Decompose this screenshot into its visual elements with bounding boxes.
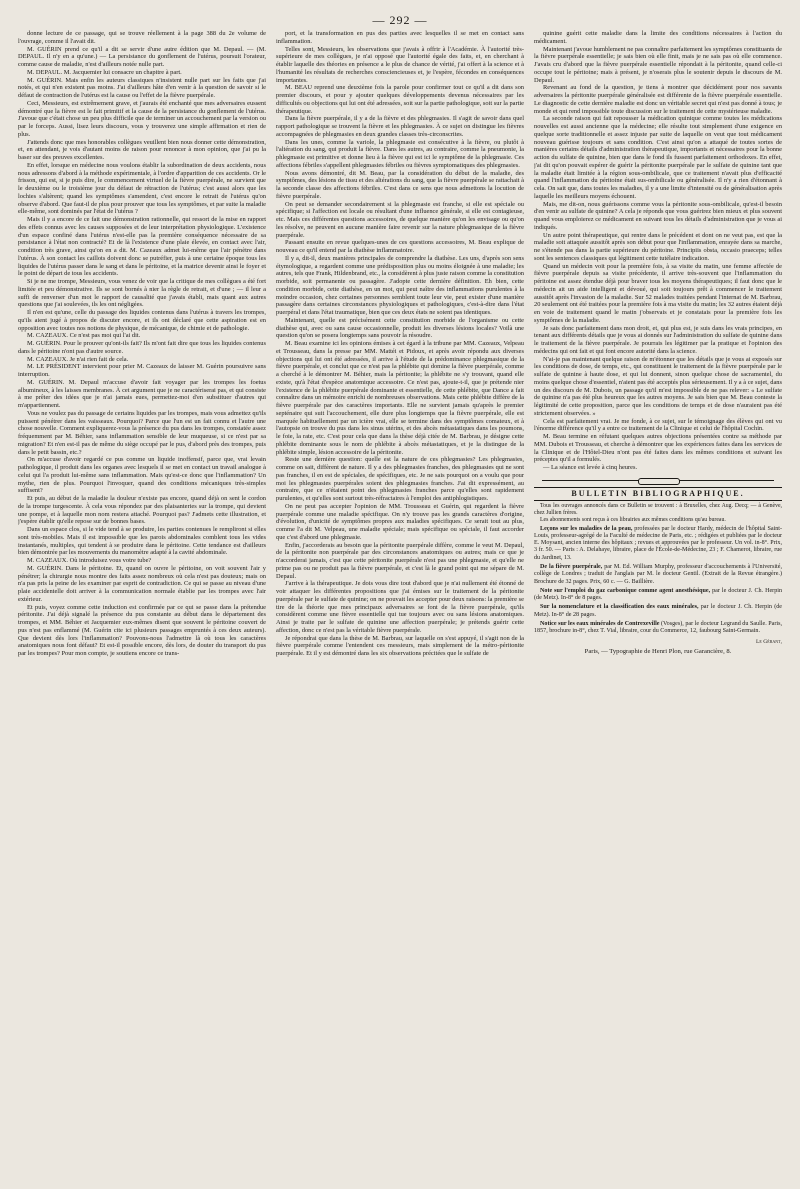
paragraph: Maintenant, quelle est précisément cette constitution morbide de l'organisme ou cette diathèse qui, avec ou sans cause occasionnelle, produit les diverses lésions locales? Voilà une question qu'on se posera longtemps sans pouvoir la résoudre. [276, 316, 524, 340]
paragraph: Maintenant j'avoue humblement ne pas connaître parfaitement les symptômes constituants de la fièvre puerpérale essentielle; je sais bien où elle finit, mais je ne sais pas où elle commence. J'avais cru d'abord que la fièvre puerpérale essentielle répondait à la péritonite, quand celle-ci occupe tout le péritoine; mais à présent, je n'oserais plus le soutenir depuis le discours de M. Depaul. [534, 45, 782, 84]
bibliography-entry-text: par le docteur J. Ch. Herpin (de Metz). In-8° de 28 pages. [534, 604, 782, 618]
paragraph: M. GUÉRIN. Dans le péritoine. Et, quand on ouvre le péritoine, on voit souvent l'air y pénétrer; la chirurgie nous montre des faits assez nombreux où cela n'est pas douteux; mais on n'a pas pris la peine de les examiner par esprit de contradiction. Ce qui se passe au niveau d'une plaie accidentelle doit arriver à la communication normale établie par les trompes avec l'air extérieur. [18, 564, 266, 603]
bibliography-entry [534, 621, 782, 636]
bibliography-entry [534, 604, 782, 619]
paragraph: M. GUÉRIN prend ce qu'il a dit se servir d'une autre édition que M. Depaul. — (M. DEPAUL. Il n'y en a qu'une.) — La persistance du gonflement de l'utérus, poursuit l'orateur, comme cause de maladie, n'est d'ailleurs notée nulle part. [18, 45, 266, 68]
paragraph: Mais, me dit-on, nous guérissons comme vous la péritonite sous-ombilicale, qu'est-il besoin d'en venir au sulfate de quinine? A cela je réponds que vous guérirez bien mieux et plus souvent quand vous emploierez ce médicament en suivant tous les détails d'administration que je vous ai indiqués. [534, 200, 782, 231]
bibliography-entry-text: par M. Ed. William Murphy, professeur d'accouchements à l'Université, collège de Londres ; traduit de l'anglais par M. le docteur Gentil. (Extrait de la Revue étrangère.) Brochure de 32 pages. Prix, 60 c. — G. Baillière. [534, 563, 782, 585]
bibliography-entry-title: Note sur l'emploi du gaz carbonique comme agent anesthésique, [540, 587, 711, 594]
bibliography-entry-text: professées par le docteur Hardy, médecin de l'hôpital Saint-Louis, professeur-agrégé de la Faculté de médecine de Paris, etc. ; rédigées et publiées par le docteur E. Moysant, ancien interne des hôpitaux ; revues et approuvées par le professeur. Un vol. in-8°. Prix, 3 fr. 50. — Paris : A. Delahaye, libraire, place de l'École-de-Médecine, 23 ; F. Chamerot, libraire, rue du Jardinet, 13. [534, 525, 782, 561]
paragraph: La seconde raison qui fait repousser la médication quinique comme toutes les médications nouvelles est aussi ancienne que la médecine; elle résulte tout simplement d'une exigence en quelque sorte traditionnelle et assez injuste par suite de laquelle on veut que tout médicament nouveau guérisse toujours et sans condition. C'est ainsi qu'on a attaqué de toutes sortes de manières certains détails d'administration thérapeutique, importants et nécessaires pour la bonne action du sulfate de quinine, bien que dans le fond ils fussent parfaitement orthodoxes. En effet, j'ai dit qu'on pouvait espérer de guérir la péritonite puerpérale par le sulfate de quinine tant que la maladie était limitée à la région sous-ombilicale, que ce traitement n'avait plus d'efficacité quand l'inflammation du péritoine était sus-ombilicale ou généralisée. Il n'y a rien d'étonnant à cela. On sait que, dans toutes les maladies, il y a une limite d'intensité ou de généralisation après laquelle les meilleurs moyens échouent. [534, 115, 782, 200]
bibliography-entry-text: par le docteur J. Ch. Herpin (de Metz). In-8° de 8 pages. [534, 587, 782, 602]
paragraph: Dans les unes, comme la variole, la phlegmasie est consécutive à la fièvre, ou plutôt à l'altération du sang, qui produit la fièvre. Dans les autres, au contraire, comme la pneumonie, la phlegmasie est primitive et donne lieu à la fièvre qui est ici le symptôme de la phlegmasie. Ces affections fébriles s'appellent phlegmasies fébriles ou fièvres symptomatiques des phlegmasies. [276, 138, 524, 169]
paragraph: N'ai-je pas maintenant quelque raison de m'étonner que les détails que je vous ai exposés sur les conditions de dose, de temps, etc., qui constituent le traitement de la fièvre puerpérale par le sulfate de quinine à haute dose, et qui lui donnent, sinon quelque chose de sacramentel, du moins quelque chose d'essentiel, n'aient pas été acceptés plus sérieusement. Il y a à ce sujet, dans un des discours de M. Dubois, un passage qu'il m'est impossible de ne pas relever: « Le sulfate de quinine n'a pas été plus heureux que les autres moyens. Je sais bien que M. Beau conteste la légitimité de cette proposition, parce que les conditions de temps et de dose n'auraient pas été strictement observées. » [534, 355, 782, 417]
bibliography-entry [534, 564, 782, 586]
bulletin-notices [534, 503, 782, 524]
paragraph: Dans un espace clos, si le vide tend à se produire, les parties contenues le rempliront si elles sont très-mobiles. Mais il est impossible que les parois abdominales comblent tous les vides instantanés, multiples, qui tendent à se produire dans le péritoine. Cette tendance est d'ailleurs bien démontrée par les mouvements du manomètre adapté à la cavité abdominale. [18, 526, 266, 557]
paragraph: Revenant au fond de la question, je tiens à montrer que décidément pour nos savants adversaires la péritonite puerpérale généralisée est différente de la fièvre puerpérale essentielle. Le diagnostic de cette dernière maladie est donc un véritable secret qui n'est pas donné à tous; je monde et qui rend impossible toute discussion sur le traitement de cette mystérieuse maladie. [534, 84, 782, 115]
paragraph: M. CAZEAUX. Où introduisez vous votre tube? [27, 557, 152, 564]
paragraph: Si je ne me trompe, Messieurs, vous venez de voir que la critique de mes collègues a été fort limitée et peu démonstrative. Ils se sont bornés à nier la règle de retrait, et d'une ; — il leur a suffi de renverser d'un mot le rapport de causalité que j'avais établi, mais quant aux autres questions que j'ai soulevées, ils les ont négligées. [18, 278, 266, 309]
bulletin-notice: Tous les ouvrages annoncés dans ce Bulletin se trouvent : à Bruxelles, chez Aug. Decq; — à Genève, chez Jullien frères. [534, 502, 782, 516]
bibliography-entry-title: Leçons sur les maladies de la peau, [540, 525, 633, 532]
paragraph: Quand un médecin voit pour la première fois, à sa visite du matin, une femme affectée de fièvre puerpérale depuis sa visite précédente, il arrive très-souvent que l'inflammation du péritoine est assez étendue déjà pour braver tous les moyens thérapeutiques; il faut donc que le médecin ait un aide intelligent et dévoué, qui soit toujours prêt à commencer le traitement aussitôt après l'invasion de la maladie. Sur 52 malades traitées pendant l'internat de M. Barbrau, 20 seulement ont été traitées pour la première fois à ma visite du matin; les 32 autres étaient déjà en voie de traitement quand le matin j'observais et je constatais pour la première fois les symptômes de la maladie. [534, 262, 782, 324]
bulletin-title: BULLETIN BIBLIOGRAPHIQUE. [534, 487, 782, 501]
paragraph: Vous ne voulez pas du passage de certains liquides par les trompes, mais vous admettez qu'ils puissent pénétrer dans les vaisseaux. Pourquoi? Parce que l'un est un fait connu et l'autre une chose nouvelle. Comment expliquerez-vous la présence du pus dans les trompes, constatée assez fréquemment par M. Béhier, sans inflammation sensible de leur muqueuse, si ce n'est par sa migration? Et n'en est-il pas de même du siège occupé par le pus, d'abord près des trompes, puis dans le petit bassin, etc.? [18, 409, 266, 456]
paragraph: Telles sont, Messieurs, les observations que j'avais à offrir à l'Académie. À l'autorité très-supérieure de mes collègues, je n'ai opposé que l'autorité égale des faits, et, en cherchant à établir laquelle des théories en présence a le plus de chance de vérité, j'ai offert à la science et à l'humanité les résultats de recherches consciencieuses et, je l'espère, fécondes en conséquences importantes. [276, 45, 524, 84]
paragraph: Il y a, dit-il, deux manières principales de comprendre la diathèse. Les uns, d'après son sens étymologique, a regardent comme une prédisposition plus ou moins éloignée à une maladie; les autres, tels que Frank, Hildenbrand, etc., la considèrent à plus juste raison comme la constitution morbide, soit permanente ou passagère. J'adopte cette dernière définition. Eh bien, cette condition morbide, cette diathèse, en un mot, qui peut naître des inflammations purulentes à la moindre occasion, chez certaines personnes semblent toute leur vie, peut exister d'une manière passagère dans certaines circonstances physiologiques et pathologiques, c'est-à-dire dans l'état puerpéral et dans l'état traumatique, bien que ces deux états ne soient pas identiques. [276, 254, 524, 316]
page-number: — 292 — [372, 13, 428, 27]
bibliography-entry-title: De la fièvre puerpérale, [540, 563, 603, 570]
paragraph: Il n'en est qu'une, celle du passage des liquides contenus dans l'utérus à travers les trompes, qu'ils aient jugé à propos de discuter encore, et ils ont déclaré que cette aspiration est en opposition avec toutes nos notions de physique, de mécanique, de chimie et de pathologie. [18, 309, 266, 332]
paragraph: — La séance est levée à cinq heures. [543, 464, 638, 471]
paragraph: M. LE PRÉSIDENT intervient pour prier M. Cazeaux de laisser M. Guérin poursuivre sans interruption. [18, 363, 266, 378]
text-columns [18, 30, 782, 658]
paragraph: Un autre point thérapeutique, qui rentre dans le précédent et dont on ne veut pas, est que la maladie soit attaquée aussitôt après son début pour que l'inflammation, enrayée dans sa marche, ne s'étende pas dans la partie supérieure du péritoine. Principiis obsta, occasio praeceps; telles sont les sentences classiques qui légitiment cette tutélaire indication. [534, 231, 782, 262]
paragraph: On m'accuse d'avoir regardé ce pus comme un liquide inoffensif, parce que, vrai levain pathologique, il produit dans les organes avec lesquels il se met en contact un travail analogue à celui qui l'a produit lui-même sans inflammation. Mais qu'est-ce donc que l'inflammation? Un mythe, rien de plus. Pourquoi l'invoquer, quand des conditions mécaniques très-simples suffisent? [18, 456, 266, 495]
paragraph: M. CAZEAUX. Je n'ai rien fait de cela. [27, 355, 129, 363]
paragraph: M. GUÉRIN. Mais enfin les auteurs classiques n'insistent nulle part sur les faits que j'ai notés, et qui n'en existent pas moins. J'ai d'ailleurs hâte d'en venir à la question de savoir si le défaut de contraction de l'utérus est la cause ou l'effet de la fièvre puerpérale. [18, 76, 266, 99]
paragraph: M. GUÉRIN. M. Depaul m'accuse d'avoir fait voyager par les trompes les foetus albumineux, à les laisses membranes. À cet argument que je ne caractériserai pas, et qui consiste à me prêter des idées que je n'ai jamais eues, permettez-moi d'en substituer d'autres qui m'appartiennent. [18, 378, 266, 409]
bibliography-entry-text: (Vosges), par le docteur Legrand du Saulle. Paris, 1857, brochure in-8°, chez T. Vial, libraire, cour du Commerce, 12, faubourg Saint-Germain. [534, 621, 782, 635]
bulletin-entries [534, 526, 782, 636]
bulletin-notice: Les abonnements sont reçus à ces librairies aux mêmes conditions qu'au bureau. [540, 516, 726, 523]
paragraph: J'arrive à la thérapeutique. Je dois vous dire tout d'abord que je n'ai nullement été étonné de voir attaquer les différentes propositions que j'ai émises sur le traitement de la péritonite puerpérale par le sulfate de quinine; on ne pouvait les accepter pour deux raisons: la première se tire de la théorie que mes principaux adversaires se font de la fièvre puerpérale, qu'ils considèrent comme une fièvre essentielle qui tue toujours avec ou sans lésions anatomiques. Ainsi je traite par le sulfate de quinine une affection puerpérale; je prétends guérir cette affection, donc ce n'est pas la véritable fièvre puerpérale. [276, 580, 524, 634]
paragraph: On ne peut pas accepter l'opinion de MM. Trousseau et Guérin, qui regardent la fièvre puerpérale comme une maladie spécifique. On n'y trouve pas les grands caractères d'origine, d'évolution, d'unicité de symptômes propres aux maladies spécifiques. Ce serait tout au plus, comme l'a dit M. Velpeau, une maladie spéciale; mais spécifique ou spéciale, il faut accorder que c'est d'abord une phlegmasie. [276, 502, 524, 541]
paragraph: M. CAZEAUX. Ce n'est pas moi qui l'ai dit. [27, 332, 141, 340]
column-left [18, 30, 266, 658]
bibliography-entry [534, 526, 782, 562]
paragraph: Et puis, au début de la maladie la douleur n'existe pas encore, quand déjà on sent le cordon de la trompe turgescente. À cela vous répondez par des plaisanteries sur la trompe, qui devient une pompe, et à laquelle mon nom restera attaché. Pourquoi pas? J'admets cette illustration, et j'espère établir qu'elle repose sur de bonnes bases. [18, 495, 266, 526]
paragraph: Cela est parfaitement vrai. Je me fonde, à ce sujet, sur le témoignage des élèves qui ont vu l'énorme différence qu'il y a entre ce traitement de la Clinique et celui de l'hôpital Cochin. [534, 417, 782, 433]
paragraph: M. GUÉRIN. Pour le prouver qu'ont-ils fait? Ils m'ont fait dire que tous les liquides contenus dans le péritoine n'ont pas d'autre source. [18, 340, 266, 355]
paragraph: On peut se demander secondairement si la phlegmasie est franche, si elle est spéciale ou spécifique; si l'affection est locale ou résultant d'une influence générale, si elle est contagieuse, etc. Mais ces différentes questions accessoires, de quelque manière qu'on les envisage ou qu'on les résolve, ne peuvent en aucune manière faire revenir sur la nature phlegmasique de la fièvre puerpérale. [276, 200, 524, 239]
bibliography-entry [534, 588, 782, 603]
paragraph: Passant ensuite en revue quelques-unes de ces questions accessoires, M. Beau explique de nouveau ce qu'il entend par la diathèse inflammatoire. [276, 239, 524, 254]
gerant-signature: Le Gérant, [755, 638, 782, 645]
paragraph: Je répondrai que dans la thèse de M. Barbrau, sur laquelle on s'est appuyé, il s'agit non de la fièvre puerpérale comme l'entendent ces messieurs, mais simplement de la métro-péritonite puerpérale. Et il y est démontré dans les six observations précitées que le sulfate de [276, 634, 524, 657]
paragraph: M. Beau examine ici les opinions émises à cet égard à la tribune par MM. Cazeaux, Velpeau et Trousseau, dans la presse par MM. Mattéi et Pidoux, et après avoir répondu aux diverses objections qui lui ont été adressées, il arrive à l'étude de la prédominance phlegmasique de la fièvre puerpérale, et conclut que ce n'est pas la phlébite qui domine la fièvre puerpérale, comme a cherché à le démontrer M. Béhier, mais la péritonite; la phlébite ne s'y trouvant, quand elle existe, qu'à l'état d'espèce anatomique accessoire. Ce n'est pas, ajoute-t-il, que je prétende nier l'existence de la phlébite puerpérale dominante et essentielle, de cette phlébite, que Dance a fait connaître dans un mémoire enrichi de nombreuses observations. Mais cette phlébite diffère de la fièvre puerpérale par des caractères importants. Elle ne survient jamais qu'après le premier septénaire qui suit l'accouchement, elle dure plus longtemps que la fièvre puerpérale, elle est marquée habituellement par un ictère vrai, elle se termine dans des symptômes comateux, et à l'autopsie on trouve du pus dans les sinus utérins, et des abcès métastatiques dans les poumons, le foie, la rate, etc. C'est pour cela que dans la thèse déjà citée de M. Barbrau, je désigne cette phlébite dominante sous le nom de phlébite à abcès métastatiques, et je la distingue de la phlébite simple, lésion accessoire de la péritonite. [276, 340, 524, 456]
column-middle [276, 30, 524, 658]
paragraph: M. Beau termine en réfutant quelques autres objections présentées contre sa méthode par MM. Dubois et Trousseau, et cherche à démontrer que les expériences faites dans les services de la Clinique et de l'Hôtel-Dieu n'ont pas été faites dans les mêmes conditions et suivant les préceptes qu'il a formulés. [534, 433, 782, 464]
paragraph: donne lecture de ce passage, qui se trouve réellement à la page 388 du 2e volume de l'ouvrage, comme il l'avait dit. [18, 30, 266, 45]
paragraph: Reste une dernière question: quelle est la nature de ces phlegmasies? Les phlegmasies, comme on sait, diffèrent de nature. Il y a des phlegmasies franches, des phlegmasies qui ne sont pas franches, il en est de spéciales, de spécifiques, etc. Je ne sais pourquoi on a voulu que pour moi les phlegmasies puerpérales soient des phlegmasies franches. J'ai dit expressément, au contraire, que ce n'étaient point des phlegmasies franches parce qu'elles sont rapidement purulentes, et qu'elles sont surtout très-réfractaires à l'emploi des antiphlogistiques. [276, 456, 524, 502]
paragraph: Ceci, Messieurs, est extrêmement grave, et j'aurais été enchanté que mes adversaires eussent démontré que la fièvre est le fait primitif et la cause de la persistance du gonflement de l'utérus. J'avoue que c'était chose un peu plus difficile que de terminer un accouchement par la version ou par le forceps. Aussi, lisez leurs discours, vous y trouverez une simple affirmation et rien de plus. [18, 99, 266, 138]
column-right [534, 30, 782, 658]
paragraph: Je sais donc parfaitement dans mon droit, et, qui plus est, je suis dans les vrais principes, en tenant aux différents détails que je vous ai donnés sur l'administration du sulfate de quinine dans le traitement de la fièvre puerpérale. Je pourrais les légitimer par la pratique et l'opinion des médecins qui ont fait et qui font encore autorité dans la science. [534, 324, 782, 355]
paragraph: quinine guérit cette maladie dans la limite des conditions nécessaires à l'action du médicament. [534, 30, 782, 45]
printer-imprint: Paris, — Typographie de Henri Plon, rue Garancière, 8. [584, 648, 732, 656]
paragraph: M. BEAU reprend une deuxième fois la parole pour confirmer tout ce qu'il a dit dans son premier discours, et pour y ajouter quelques développements devenus nécessaires par les difficultés ou objections qui lui ont été adressées, soit sur la partie pathologique, soit sur la partie thérapeutique. [276, 84, 524, 115]
paragraph: Enfin, j'accorderais au besoin que la péritonite puerpérale diffère, comme le veut M. Depaul, de la péritonite non puerpérale par des circonstances anatomiques ou autres; mais ce que je n'accorderai jamais, c'est que cette péritonite puerpérale n'est pas une phlegmasie, et qu'elle ne prime pas ou ne produit pas la fièvre puerpérale, et c'est là le grand point qui me sépare de M. Depaul. [276, 541, 524, 580]
paragraph: J'attends donc que mes honorables collègues veuillent bien nous donner cette démonstration, et, en attendant, je vois d'autant moins de raison pour renoncer à mon opinion, que j'ai pu la baser sur des preuves excellentes. [18, 138, 266, 161]
paragraph: En effet, lorsque en médecine nous voulons établir la subordination de deux accidents, nous nous adressons d'abord à la méthode expérimentale, à l'ordre d'apparition de ces accidents. Or le frisson, qui est, si je puis dire, le commencement virtuel de la fièvre puerpérale, ne survient que le deuxième ou le troisième jour du défaut de rétraction de l'utérus; c'est aussi alors que les lochies s'altèrent; quand les symptômes s'amendent, c'est encore le retrait de l'utérus qu'on observe d'abord. Que faut-il de plus pour prouver que tous les symptômes, et par suite la maladie elle-même, sont dominés par l'état de l'utérus ? [18, 161, 266, 216]
paragraph: Nous avons démontré, dit M. Beau, par la considération du début de la maladie, des symptômes, des lésions de tissu et des altérations du sang, que la fièvre puerpérale se rattachait à la seconde classe des affections fébriles. C'est dans ce sens que nous admettons la locution de fièvre puerpérale. [276, 169, 524, 200]
section-divider [542, 478, 774, 484]
column-right-text [534, 30, 782, 472]
paragraph: Dans la fièvre puerpérale, il y a de la fièvre et des phlegmasies. Il s'agit de savoir dans quel rapport pathologique se trouvent la fièvre et les phlegmasies. À ce sujet on distingue les fièvres accompagnées de phlegmasies en deux grandes classes très-circonscrites. [276, 115, 524, 138]
paragraph: Mais il y a encore de ce fait une démonstration rationnelle, qui ressort de la mise en rapport des effets connus avec les causes supposées et de leur interprétation physiologique. L'existence d'un espace confiné dans l'utérus n'est-elle pas la première conséquence nécessaire de sa persistance à l'état non contracté? Et de là l'existence d'une plaie élevée, en contact avec l'air, condition très grave, ainsi qu'on en a dit. M. Cazeaux admet lui-même que l'air pénètre dans l'utérus. À son contact les caillots doivent donc se putréfier, puis à une certaine époque tous les liquides de l'utérus passer dans le sang et dans le péritoine, et la matrice devenir ainsi le foyer et le point de départ de tous les accidents. [18, 216, 266, 278]
paragraph: M. DEPAUL. M. Jacquemier lui consacre un chapitre à part. [27, 68, 182, 76]
paragraph: port, et la transformation en pus des parties avec lesquelles il se met en contact sans inflammation. [276, 30, 524, 45]
bibliography-entry-title: Notice sur les eaux minérales de Contrexeville [540, 621, 660, 628]
bibliography-entry-title: Sur la nomenclature et la classification des eaux minérales, [540, 604, 699, 611]
paragraph: Et puis, voyez comme cette induction est confirmée par ce qui se passe dans la prétendue péritonite. J'ai déjà signalé la présence du pus constante au début dans le département des trompes, et MM. Béhier et Jacquemier eux-mêmes disent que souvent le péritoine couvert de pus n'est pas enflammé (M. Guérin cite ici plusieurs passages empruntés à ces deux auteurs). Que devient dès lors l'inflammation? Pouvons-nous l'admettre là où tous les caractères anatomiques nous font défaut? Et est-il possible encore, dès lors, de douter du transport du pus par les trompes? Pour mon compte, je soutiens encore ce trans- [18, 603, 266, 657]
